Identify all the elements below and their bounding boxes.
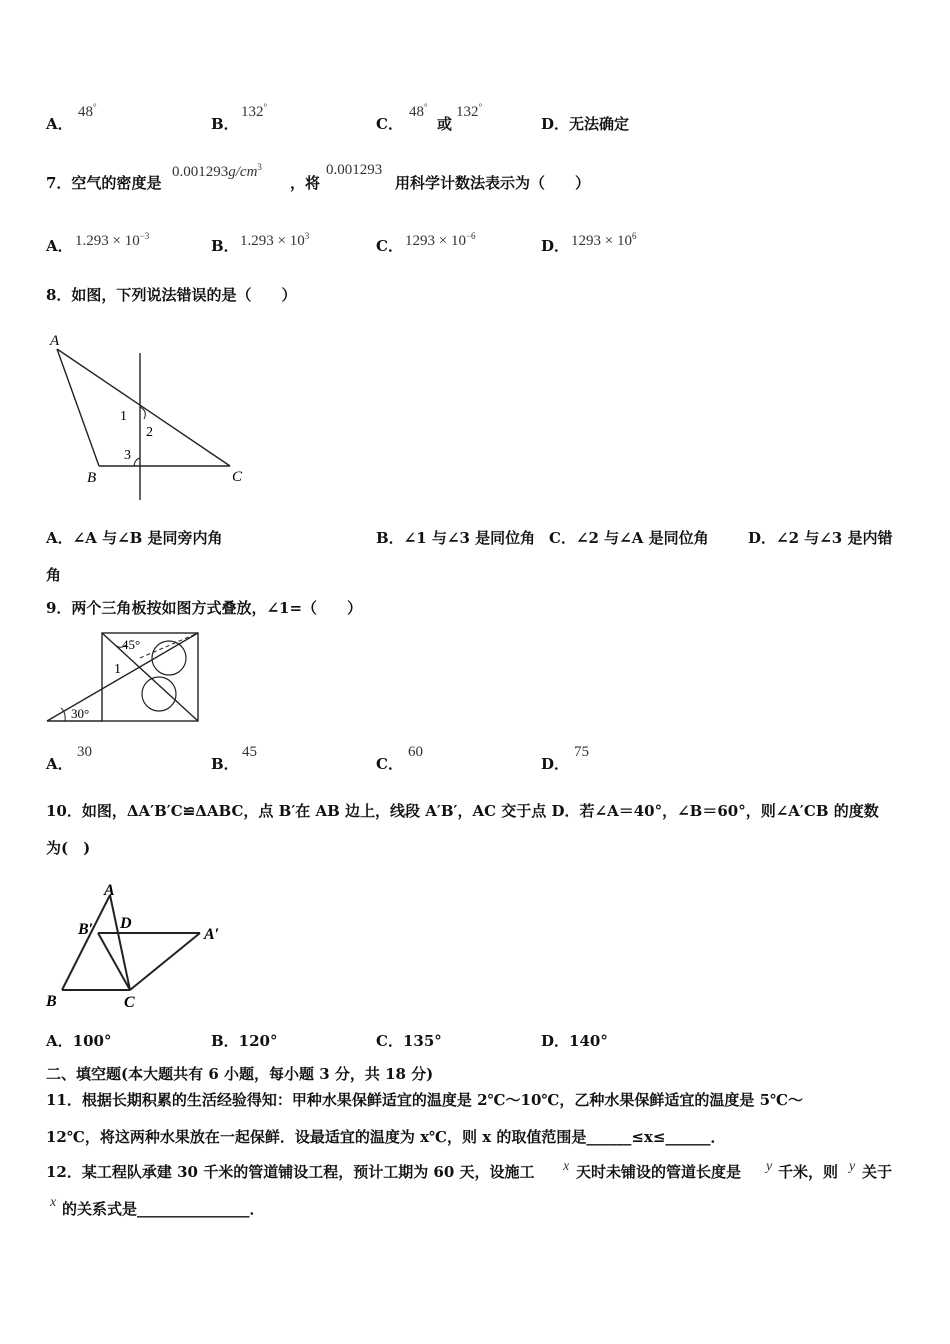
q12-part2: 天时未铺设的管道长度是 [576, 1163, 742, 1181]
q12-var-y2: y [849, 1159, 856, 1174]
q8-option-c: C．∠2 与∠A 是同位角 [549, 529, 709, 547]
q7-stem-c: 用科学计数法表示为（ ） [395, 174, 591, 192]
q7-option-b-value: $1.293 \times 10^3$ [240, 231, 310, 249]
q8-option-b: B．∠1 与∠3 是同位角 [376, 529, 536, 547]
q10-option-b: B．120° [211, 1032, 278, 1050]
q9-option-a-value: 30 [77, 744, 92, 760]
q8-figure [40, 325, 260, 505]
q10-label-d: D [120, 915, 132, 932]
q7-stem-a: 7．空气的密度是 [46, 174, 162, 192]
q8-option-a: A．∠A 与∠B 是同旁内角 [46, 529, 223, 547]
q7-option-d-value: $1293 \times 10^6$ [571, 231, 637, 249]
q9-option-a-label: A． [46, 755, 73, 773]
q7-number: 0.001293 [326, 162, 383, 178]
q10-stem-line1: 10．如图，ΔA′B′C≌ΔABC，点 B′在 AB 边上，线段 A′B′，AC 交于点 D．若∠A＝40°，∠B＝60°，则∠A′CB 的度数 [46, 802, 879, 820]
q7-option-c-value: $1293 \times 10^{-6}$ [405, 231, 476, 249]
q10-label-a: A [104, 882, 115, 899]
q8-label-b: B [87, 470, 97, 486]
q7-stem-b: ，将 [290, 174, 321, 192]
q8-stem: 8．如图，下列说法错误的是（ ） [46, 286, 297, 304]
q9-figure [44, 630, 204, 730]
q6-option-c-label: C． [376, 115, 403, 133]
q8-label-a: A [50, 333, 60, 349]
q12-var-y: y [766, 1159, 773, 1174]
q12-part3: 千米，则 [778, 1163, 839, 1181]
q6-option-a-label: A． [46, 115, 73, 133]
q6-option-c-value1: 48° [409, 102, 428, 120]
q7-option-a-label: A． [46, 237, 73, 255]
q12-var-x: x [563, 1159, 570, 1174]
q9-option-d-label: D． [541, 755, 570, 773]
q10-figure [40, 878, 240, 1018]
q9-angle-1: 1 [114, 662, 121, 677]
q6-option-b-value: 132° [241, 102, 268, 120]
q10-label-bp: B′ [78, 921, 94, 938]
q9-option-c-label: C． [376, 755, 403, 773]
q9-angle-30: 30° [71, 706, 90, 721]
q9-option-d-value: 75 [574, 744, 589, 760]
q10-label-b: B [46, 993, 57, 1010]
q12-part1: 12．某工程队承建 30 千米的管道铺设工程，预计工期为 60 天，设施工 [46, 1163, 535, 1181]
q9-stem: 9．两个三角板按如图方式叠放，∠1=（ ） [46, 599, 363, 617]
q8-angle-2: 2 [146, 425, 153, 440]
q9-angle-45: 45° [122, 637, 141, 652]
q8-label-c: C [232, 469, 243, 485]
q7-density-value: $0.001293g/cm^3$ [172, 162, 262, 180]
section2-title: 二、填空题(本大题共有 6 小题，每小题 3 分，共 18 分) [46, 1065, 434, 1083]
q8-angle-3: 3 [124, 448, 131, 463]
q10-option-c: C．135° [376, 1032, 442, 1050]
q10-option-a: A．100° [46, 1032, 112, 1050]
q6-option-c-or: 或 [437, 115, 453, 133]
q7-option-c-label: C． [376, 237, 403, 255]
q12-part5: 的关系式是_______________． [62, 1200, 265, 1218]
q9-option-b-value: 45 [242, 744, 257, 760]
q11-line1: 11．根据长期积累的生活经验得知：甲种水果保鲜适宜的温度是 2℃～10℃，乙种水果保鲜适宜的温度是 5℃～ [46, 1091, 803, 1109]
q10-label-c: C [124, 994, 135, 1011]
q6-option-a-value: 48° [78, 102, 97, 120]
q11-line2: 12℃，将这两种水果放在一起保鲜．设最适宜的温度为 x℃，则 x 的取值范围是______≤x≤______． [46, 1128, 726, 1146]
q6-option-c-value2: 132° [456, 102, 483, 120]
q10-label-ap: A′ [204, 926, 220, 943]
q8-angle-1: 1 [120, 409, 127, 424]
q10-stem-line2: 为( ) [46, 839, 91, 857]
q7-option-b-label: B． [211, 237, 239, 255]
q7-option-a-value: $1.293 \times 10^{-3}$ [75, 231, 150, 249]
q12-var-x2: x [50, 1195, 57, 1210]
q10-option-d: D．140° [541, 1032, 608, 1050]
q12-part4: 关于 [862, 1163, 893, 1181]
q8-option-d: D．∠2 与∠3 是内错 [748, 529, 893, 547]
q9-option-b-label: B． [211, 755, 239, 773]
q9-option-c-value: 60 [408, 744, 423, 760]
q6-option-b-label: B． [211, 115, 239, 133]
q6-option-d: D．无法确定 [541, 115, 630, 133]
q7-option-d-label: D． [541, 237, 570, 255]
q8-option-d-continued: 角 [46, 566, 62, 584]
